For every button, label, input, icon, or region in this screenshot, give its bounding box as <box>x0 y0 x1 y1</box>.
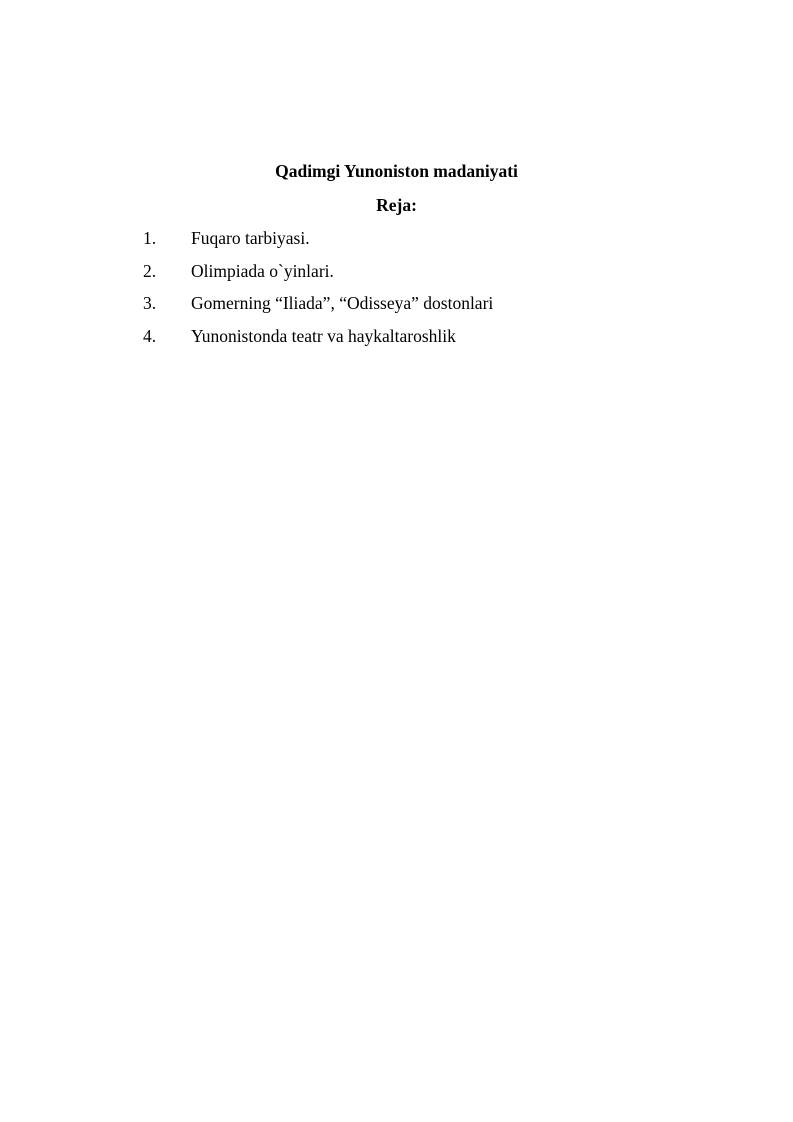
plan-item-number: 4. <box>143 325 157 346</box>
plan-item-text: Yunonistonda teatr va haykaltaroshlik <box>191 325 456 346</box>
plan-item-number: 3. <box>143 293 157 313</box>
plan-item <box>0 259 793 292</box>
plan-list <box>0 226 793 356</box>
plan-heading: Reja: <box>376 195 417 215</box>
plan-item-number: 2. <box>143 260 157 281</box>
plan-item-text: Gomerning “Iliada”, “Odisseya” dostonlari <box>191 293 494 313</box>
plan-item-text: Fuqaro tarbiyasi. <box>191 228 310 248</box>
plan-item-number: 1. <box>143 228 157 248</box>
plan-item-text: Olimpiada o`yinlari. <box>191 260 334 281</box>
plan-item <box>0 226 793 259</box>
page-title: Qadimgi Yunoniston madaniyati <box>275 161 518 181</box>
plan-item <box>0 324 793 357</box>
plan-item <box>0 291 793 324</box>
